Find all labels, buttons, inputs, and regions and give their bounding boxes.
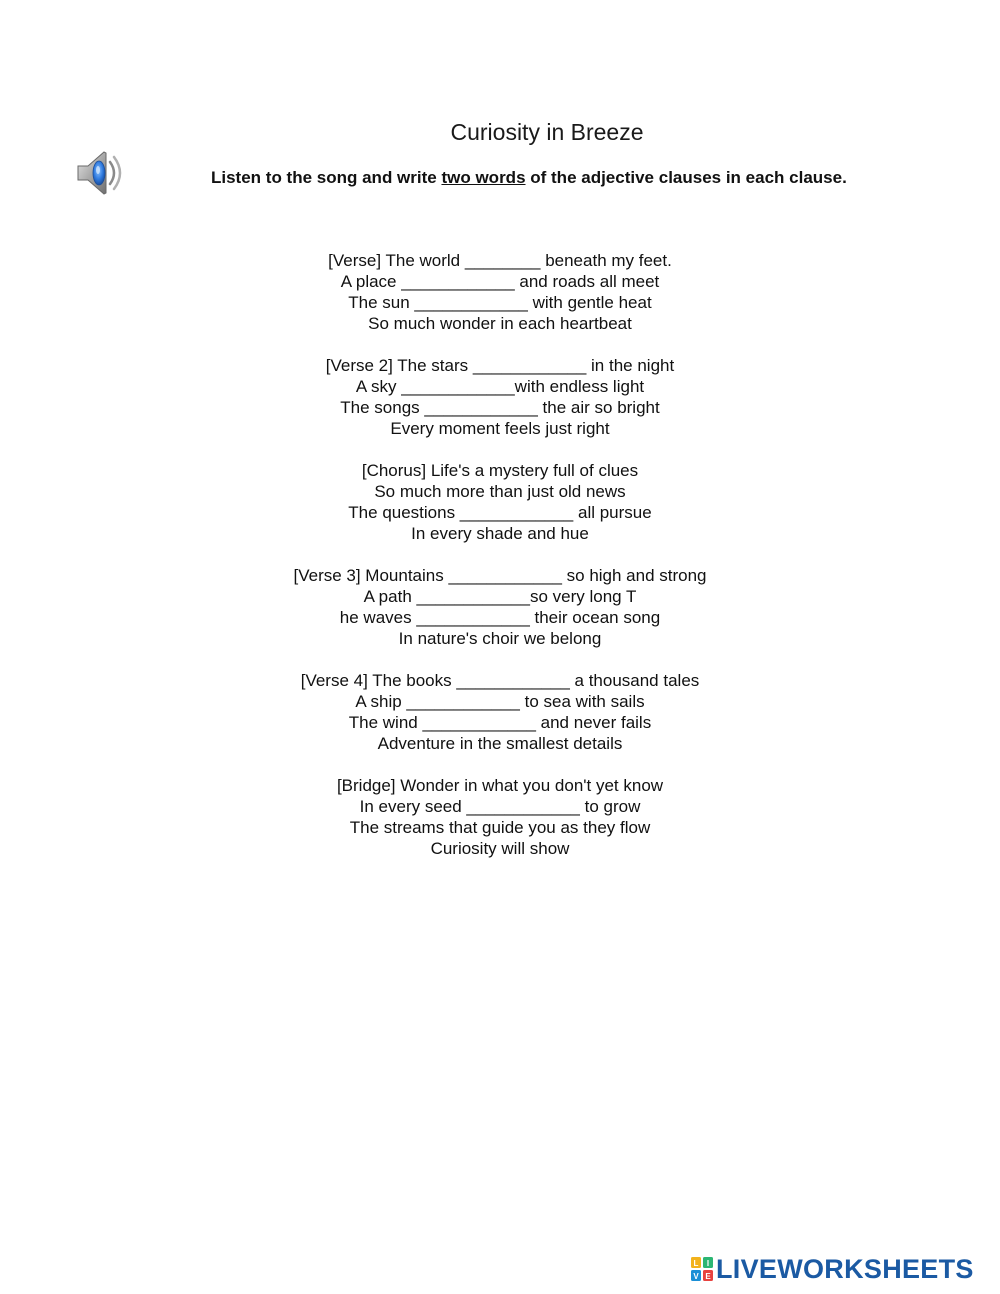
svg-text:L: L <box>693 1259 699 1268</box>
lyric-line: Adventure in the smallest details <box>377 734 623 753</box>
lyric-line: [Verse 3] Mountains ____________ so high and strong <box>293 566 707 585</box>
lyric-line: Every moment feels just right <box>390 419 610 438</box>
lyric-line: The questions ____________ all pursue <box>348 503 652 522</box>
svg-text:E: E <box>705 1272 711 1281</box>
page-title: Curiosity in Breeze <box>450 119 644 145</box>
lyric-line: [Chorus] Life's a mystery full of clues <box>361 461 639 480</box>
stanza-verse-1 <box>0 250 1000 334</box>
logo-text: LIVEWORKSHEETS <box>716 1254 974 1284</box>
stanza-verse-3 <box>0 565 1000 649</box>
lyric-line: Curiosity will show <box>430 839 570 858</box>
lyric-line: A path ____________so very long T <box>363 587 637 606</box>
instructions <box>211 167 851 188</box>
lyric-line: [Verse] The world ________ beneath my feet. <box>328 251 672 270</box>
lyric-line: In every shade and hue <box>411 524 589 543</box>
svg-text:I: I <box>706 1259 710 1268</box>
lyric-line: A place ____________ and roads all meet <box>340 272 660 291</box>
lyric-line: [Verse 4] The books ____________ a thousand tales <box>300 671 700 690</box>
lyric-line: In nature's choir we belong <box>398 629 602 648</box>
stanza-chorus <box>0 460 1000 544</box>
stanza-verse-4 <box>0 670 1000 754</box>
lyric-line: The wind ____________ and never fails <box>348 713 652 732</box>
instructions-text: Listen to the song and write <box>211 168 442 187</box>
stanza-bridge <box>0 775 1000 859</box>
lyric-line: In every seed ____________ to grow <box>359 797 641 816</box>
instructions-text-end: of the adjective clauses in each clause. <box>525 168 847 187</box>
lyric-line: The sun ____________ with gentle heat <box>348 293 652 312</box>
stanza-verse-2 <box>0 355 1000 439</box>
lyric-line: So much more than just old news <box>374 482 626 501</box>
lyric-line: A ship ____________ to sea with sails <box>355 692 645 711</box>
lyric-line: The streams that guide you as they flow <box>349 818 651 837</box>
liveworksheets-logo <box>691 1254 974 1284</box>
lyric-line: A sky ____________with endless light <box>355 377 645 396</box>
liveworksheets-logo-mark-icon <box>691 1257 713 1281</box>
speaker-icon[interactable] <box>72 146 126 200</box>
instructions-emphasis: two words <box>441 168 526 187</box>
lyric-line: So much wonder in each heartbeat <box>368 314 632 333</box>
lyric-line: he waves ____________ their ocean song <box>339 608 661 627</box>
song-lyrics <box>0 250 1000 880</box>
lyric-line: [Bridge] Wonder in what you don't yet know <box>336 776 664 795</box>
lyric-line: [Verse 2] The stars ____________ in the night <box>325 356 675 375</box>
lyric-line: The songs ____________ the air so bright <box>340 398 660 417</box>
svg-text:V: V <box>693 1272 699 1281</box>
